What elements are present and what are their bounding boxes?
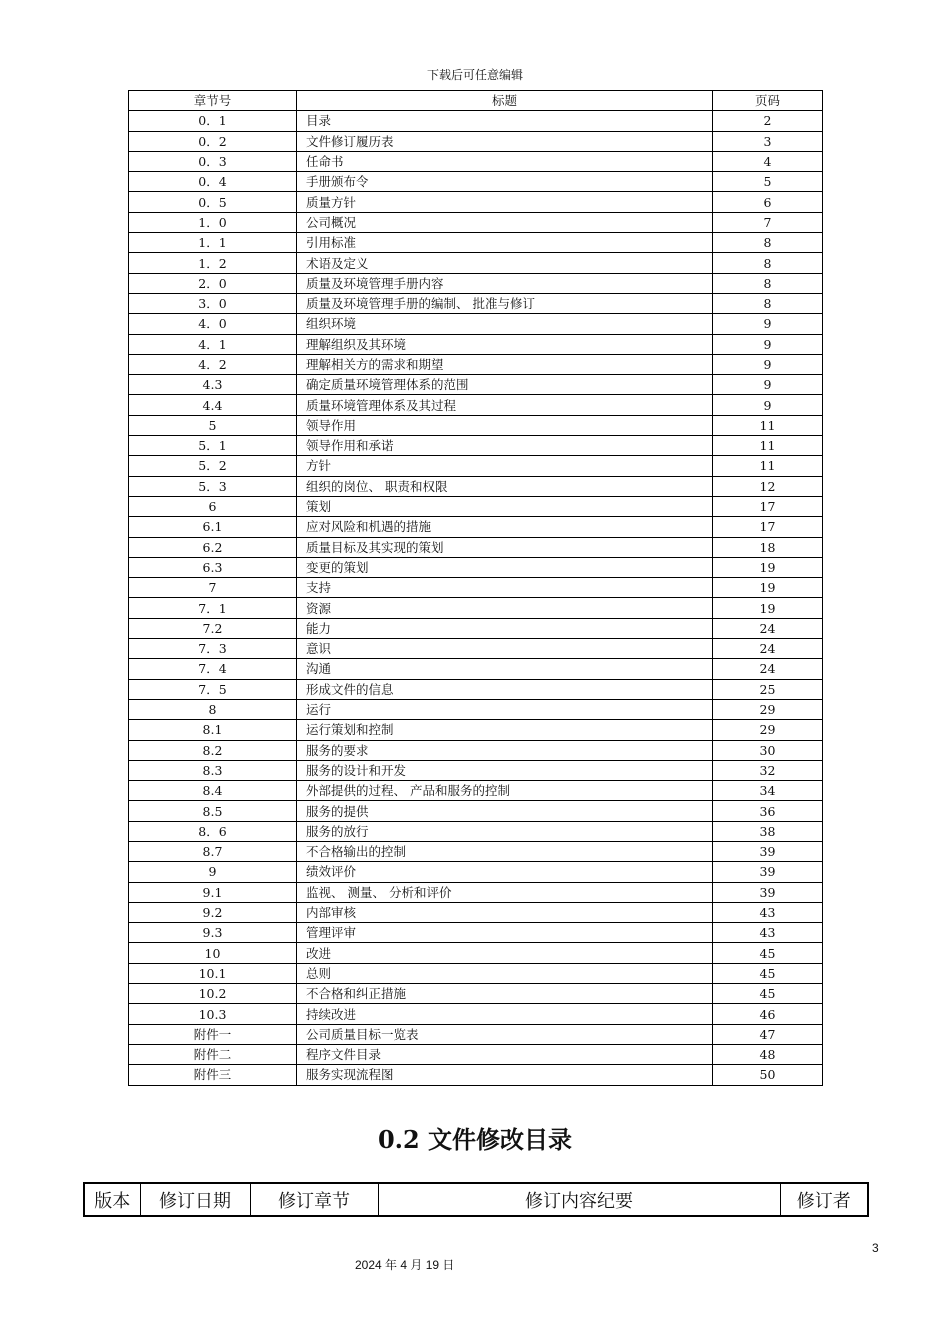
toc-chapter-number: 0．4 xyxy=(129,172,297,192)
toc-row xyxy=(129,801,823,821)
toc-chapter-number: 4．1 xyxy=(129,334,297,354)
toc-chapter-number: 5．3 xyxy=(129,476,297,496)
toc-chapter-number: 4．0 xyxy=(129,314,297,334)
toc-row xyxy=(129,720,823,740)
toc-page-number: 34 xyxy=(713,781,823,801)
toc-row xyxy=(129,618,823,638)
revision-table xyxy=(83,1182,869,1217)
toc-chapter-number: 4.4 xyxy=(129,395,297,415)
toc-page-number: 11 xyxy=(713,436,823,456)
toc-row xyxy=(129,1065,823,1085)
toc-entry-title: 形成文件的信息 xyxy=(297,679,713,699)
toc-chapter-number: 8.5 xyxy=(129,801,297,821)
toc-entry-title: 服务的要求 xyxy=(297,740,713,760)
toc-chapter-number: 5．1 xyxy=(129,436,297,456)
toc-row xyxy=(129,781,823,801)
toc-row xyxy=(129,841,823,861)
toc-entry-title: 支持 xyxy=(297,578,713,598)
toc-entry-title: 质量目标及其实现的策划 xyxy=(297,537,713,557)
toc-entry-title: 不合格输出的控制 xyxy=(297,841,713,861)
toc-chapter-number: 6.1 xyxy=(129,517,297,537)
toc-entry-title: 领导作用和承诺 xyxy=(297,436,713,456)
toc-page-number: 17 xyxy=(713,517,823,537)
toc-page-number: 9 xyxy=(713,375,823,395)
toc-row xyxy=(129,233,823,253)
toc-entry-title: 策划 xyxy=(297,496,713,516)
revision-header-reviser: 修订者 xyxy=(780,1183,868,1216)
toc-entry-title: 术语及定义 xyxy=(297,253,713,273)
toc-chapter-number: 附件三 xyxy=(129,1065,297,1085)
toc-row xyxy=(129,578,823,598)
toc-row xyxy=(129,395,823,415)
toc-page-number: 8 xyxy=(713,253,823,273)
toc-chapter-number: 4.3 xyxy=(129,375,297,395)
toc-header-row xyxy=(129,91,823,111)
toc-row xyxy=(129,436,823,456)
toc-row xyxy=(129,659,823,679)
revision-header-summary: 修订内容纪要 xyxy=(378,1183,780,1216)
toc-chapter-number: 2．0 xyxy=(129,273,297,293)
toc-row xyxy=(129,882,823,902)
toc-entry-title: 总则 xyxy=(297,963,713,983)
toc-chapter-number: 8.3 xyxy=(129,760,297,780)
toc-page-number: 30 xyxy=(713,740,823,760)
toc-chapter-number: 4．2 xyxy=(129,354,297,374)
page-header: 下载后可任意编辑 xyxy=(426,68,523,82)
toc-entry-title: 质量及环境管理手册的编制、 批准与修订 xyxy=(297,293,713,313)
toc-entry-title: 手册颁布令 xyxy=(297,172,713,192)
toc-page-number: 9 xyxy=(713,395,823,415)
toc-header-chapter: 章节号 xyxy=(129,91,297,111)
toc-row xyxy=(129,456,823,476)
toc-chapter-number: 1．2 xyxy=(129,253,297,273)
toc-entry-title: 运行 xyxy=(297,699,713,719)
toc-chapter-number: 9.3 xyxy=(129,923,297,943)
toc-page-number: 5 xyxy=(713,172,823,192)
toc-page-number: 24 xyxy=(713,639,823,659)
toc-row xyxy=(129,192,823,212)
toc-chapter-number: 7．1 xyxy=(129,598,297,618)
toc-entry-title: 理解相关方的需求和期望 xyxy=(297,354,713,374)
toc-page-number: 9 xyxy=(713,334,823,354)
toc-header-title: 标题 xyxy=(297,91,713,111)
toc-page-number: 7 xyxy=(713,212,823,232)
toc-chapter-number: 9.2 xyxy=(129,902,297,922)
toc-page-number: 24 xyxy=(713,618,823,638)
toc-entry-title: 管理评审 xyxy=(297,923,713,943)
toc-row xyxy=(129,415,823,435)
toc-chapter-number: 7．5 xyxy=(129,679,297,699)
toc-row xyxy=(129,1004,823,1024)
toc-chapter-number: 10.2 xyxy=(129,984,297,1004)
toc-chapter-number: 9.1 xyxy=(129,882,297,902)
toc-chapter-number: 6.2 xyxy=(129,537,297,557)
toc-page-number: 18 xyxy=(713,537,823,557)
toc-entry-title: 任命书 xyxy=(297,151,713,171)
toc-row xyxy=(129,293,823,313)
toc-body xyxy=(129,111,823,1085)
toc-chapter-number: 10 xyxy=(129,943,297,963)
toc-entry-title: 质量及环境管理手册内容 xyxy=(297,273,713,293)
toc-entry-title: 质量环境管理体系及其过程 xyxy=(297,395,713,415)
toc-page-number: 47 xyxy=(713,1024,823,1044)
toc-page-number: 11 xyxy=(713,415,823,435)
toc-entry-title: 服务的提供 xyxy=(297,801,713,821)
toc-entry-title: 服务实现流程图 xyxy=(297,1065,713,1085)
toc-row xyxy=(129,598,823,618)
toc-page-number: 11 xyxy=(713,456,823,476)
toc-entry-title: 方针 xyxy=(297,456,713,476)
toc-page-number: 45 xyxy=(713,943,823,963)
toc-page-number: 4 xyxy=(713,151,823,171)
toc-page-number: 48 xyxy=(713,1044,823,1064)
toc-chapter-number: 6.3 xyxy=(129,557,297,577)
toc-chapter-number: 10.1 xyxy=(129,963,297,983)
toc-page-number: 8 xyxy=(713,293,823,313)
toc-page-number: 36 xyxy=(713,801,823,821)
toc-row xyxy=(129,1024,823,1044)
toc-row xyxy=(129,679,823,699)
toc-row xyxy=(129,131,823,151)
toc-chapter-number: 0．1 xyxy=(129,111,297,131)
toc-chapter-number: 6 xyxy=(129,496,297,516)
toc-entry-title: 公司概况 xyxy=(297,212,713,232)
toc-page-number: 45 xyxy=(713,984,823,1004)
toc-header-page: 页码 xyxy=(713,91,823,111)
toc-chapter-number: 8．6 xyxy=(129,821,297,841)
toc-entry-title: 程序文件目录 xyxy=(297,1044,713,1064)
toc-entry-title: 变更的策划 xyxy=(297,557,713,577)
toc-row xyxy=(129,496,823,516)
toc-page-number: 9 xyxy=(713,354,823,374)
page-footer-date: 2024 年 4 月 19 日 xyxy=(355,1258,455,1272)
toc-chapter-number: 0．5 xyxy=(129,192,297,212)
toc-chapter-number: 1．0 xyxy=(129,212,297,232)
toc-page-number: 2 xyxy=(713,111,823,131)
toc-row xyxy=(129,334,823,354)
toc-entry-title: 不合格和纠正措施 xyxy=(297,984,713,1004)
toc-entry-title: 内部审核 xyxy=(297,902,713,922)
toc-page-number: 17 xyxy=(713,496,823,516)
toc-row xyxy=(129,273,823,293)
toc-row xyxy=(129,821,823,841)
toc-chapter-number: 10.3 xyxy=(129,1004,297,1024)
toc-page-number: 19 xyxy=(713,598,823,618)
toc-page-number: 6 xyxy=(713,192,823,212)
toc-entry-title: 文件修订履历表 xyxy=(297,131,713,151)
toc-row xyxy=(129,984,823,1004)
toc-chapter-number: 7．3 xyxy=(129,639,297,659)
toc-row xyxy=(129,375,823,395)
toc-row xyxy=(129,923,823,943)
toc-page-number: 39 xyxy=(713,862,823,882)
toc-page-number: 29 xyxy=(713,720,823,740)
toc-row xyxy=(129,354,823,374)
toc-row xyxy=(129,902,823,922)
toc-chapter-number: 附件一 xyxy=(129,1024,297,1044)
toc-page-number: 32 xyxy=(713,760,823,780)
toc-entry-title: 应对风险和机遇的措施 xyxy=(297,517,713,537)
toc-entry-title: 改进 xyxy=(297,943,713,963)
toc-row xyxy=(129,557,823,577)
toc-entry-title: 目录 xyxy=(297,111,713,131)
toc-row xyxy=(129,537,823,557)
toc-page-number: 45 xyxy=(713,963,823,983)
revision-header-row xyxy=(84,1183,868,1216)
toc-row xyxy=(129,172,823,192)
toc-chapter-number: 1．1 xyxy=(129,233,297,253)
toc-entry-title: 组织环境 xyxy=(297,314,713,334)
toc-row xyxy=(129,740,823,760)
toc-entry-title: 公司质量目标一览表 xyxy=(297,1024,713,1044)
toc-chapter-number: 7．4 xyxy=(129,659,297,679)
toc-row xyxy=(129,151,823,171)
toc-page-number: 24 xyxy=(713,659,823,679)
toc-page-number: 43 xyxy=(713,902,823,922)
revision-header-date: 修订日期 xyxy=(140,1183,250,1216)
toc-entry-title: 引用标准 xyxy=(297,233,713,253)
toc-chapter-number: 8.7 xyxy=(129,841,297,861)
toc-page-number: 8 xyxy=(713,233,823,253)
toc-row xyxy=(129,963,823,983)
toc-page-number: 19 xyxy=(713,578,823,598)
toc-chapter-number: 5 xyxy=(129,415,297,435)
toc-row xyxy=(129,314,823,334)
toc-chapter-number: 0．3 xyxy=(129,151,297,171)
toc-chapter-number: 7.2 xyxy=(129,618,297,638)
toc-entry-title: 确定质量环境管理体系的范围 xyxy=(297,375,713,395)
toc-chapter-number: 8.1 xyxy=(129,720,297,740)
toc-row xyxy=(129,862,823,882)
toc-row xyxy=(129,476,823,496)
toc-entry-title: 监视、 测量、 分析和评价 xyxy=(297,882,713,902)
toc-chapter-number: 8.2 xyxy=(129,740,297,760)
toc-row xyxy=(129,699,823,719)
toc-chapter-number: 7 xyxy=(129,578,297,598)
toc-row xyxy=(129,639,823,659)
toc-chapter-number: 3．0 xyxy=(129,293,297,313)
toc-page-number: 25 xyxy=(713,679,823,699)
toc-entry-title: 理解组织及其环境 xyxy=(297,334,713,354)
toc-row xyxy=(129,1044,823,1064)
toc-entry-title: 持续改进 xyxy=(297,1004,713,1024)
toc-page-number: 29 xyxy=(713,699,823,719)
toc-row xyxy=(129,212,823,232)
toc-chapter-number: 5．2 xyxy=(129,456,297,476)
toc-entry-title: 组织的岗位、 职责和权限 xyxy=(297,476,713,496)
toc-table xyxy=(128,90,823,1086)
toc-chapter-number: 附件二 xyxy=(129,1044,297,1064)
toc-entry-title: 外部提供的过程、 产品和服务的控制 xyxy=(297,781,713,801)
toc-page-number: 50 xyxy=(713,1065,823,1085)
toc-entry-title: 服务的设计和开发 xyxy=(297,760,713,780)
toc-entry-title: 资源 xyxy=(297,598,713,618)
toc-entry-title: 能力 xyxy=(297,618,713,638)
revision-header-version: 版本 xyxy=(84,1183,140,1216)
toc-entry-title: 运行策划和控制 xyxy=(297,720,713,740)
toc-chapter-number: 8.4 xyxy=(129,781,297,801)
toc-page-number: 9 xyxy=(713,314,823,334)
toc-entry-title: 质量方针 xyxy=(297,192,713,212)
revision-header-section: 修订章节 xyxy=(250,1183,378,1216)
section-heading: 0.2 文件修改目录 xyxy=(377,1125,573,1154)
toc-entry-title: 绩效评价 xyxy=(297,862,713,882)
toc-entry-title: 服务的放行 xyxy=(297,821,713,841)
toc-row xyxy=(129,943,823,963)
toc-row xyxy=(129,517,823,537)
toc-page-number: 39 xyxy=(713,841,823,861)
toc-row xyxy=(129,111,823,131)
toc-page-number: 38 xyxy=(713,821,823,841)
toc-chapter-number: 0．2 xyxy=(129,131,297,151)
toc-page-number: 39 xyxy=(713,882,823,902)
toc-entry-title: 意识 xyxy=(297,639,713,659)
toc-chapter-number: 8 xyxy=(129,699,297,719)
toc-entry-title: 沟通 xyxy=(297,659,713,679)
toc-chapter-number: 9 xyxy=(129,862,297,882)
toc-page-number: 12 xyxy=(713,476,823,496)
toc-page-number: 43 xyxy=(713,923,823,943)
toc-row xyxy=(129,253,823,273)
toc-page-number: 3 xyxy=(713,131,823,151)
toc-page-number: 19 xyxy=(713,557,823,577)
toc-page-number: 8 xyxy=(713,273,823,293)
toc-page-number: 46 xyxy=(713,1004,823,1024)
toc-entry-title: 领导作用 xyxy=(297,415,713,435)
toc-row xyxy=(129,760,823,780)
page-number: 3 xyxy=(872,1241,879,1255)
